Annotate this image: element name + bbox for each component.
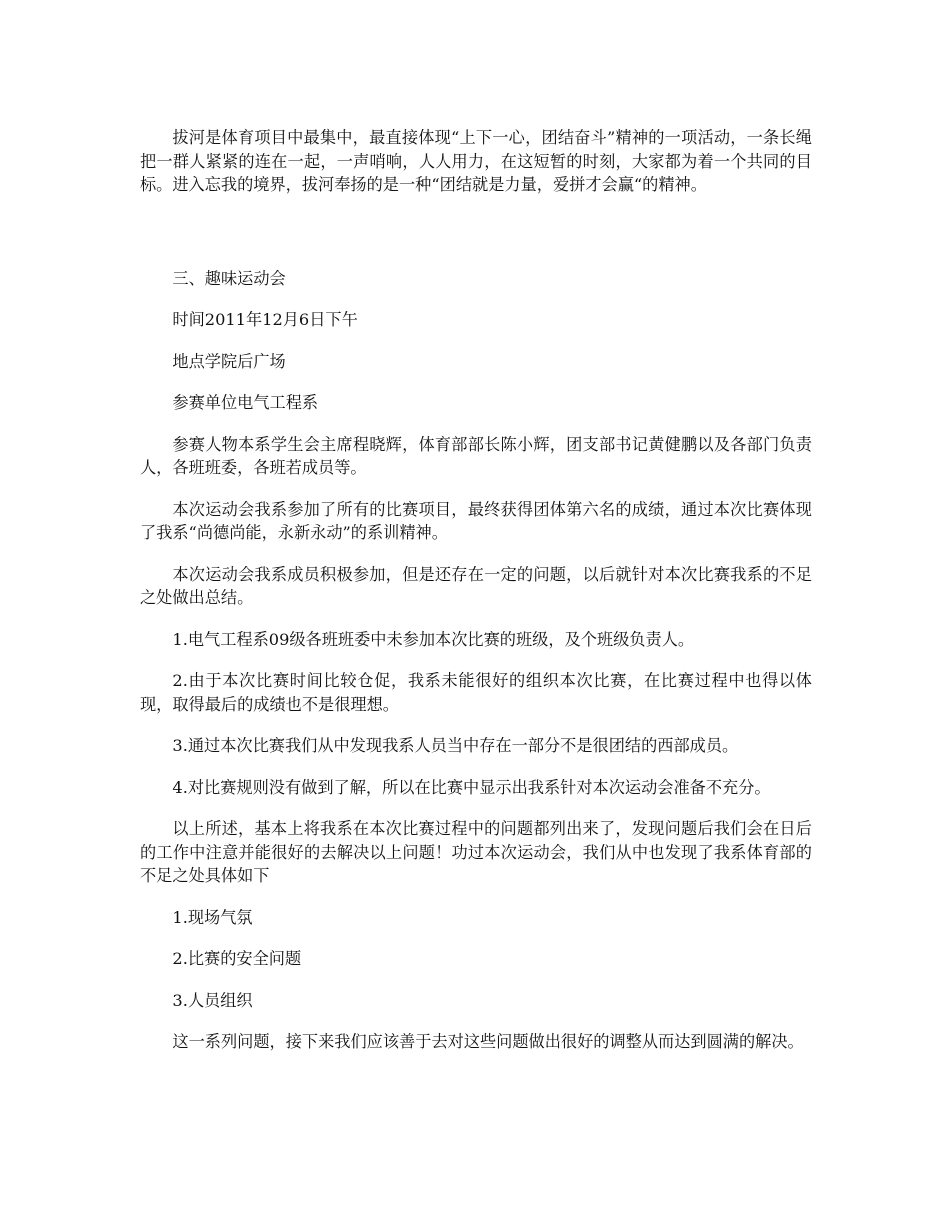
paragraph-spacer	[140, 758, 812, 776]
paragraph-spacer	[140, 480, 812, 498]
paragraph-summary: 以上所述，基本上将我系在本次比赛过程中的问题都列出来了，发现问题后我们会在日后的工作中注意并能很好的去解决以上问题！功过本次运动会，我们从中也发现了我系体育部的不足之处具体如下	[140, 819, 812, 885]
list-item-problem-4: 4.对比赛规则没有做到了解，所以在比赛中显示出我系针对本次运动会准备不充分。	[172, 777, 771, 797]
paragraph-spacer	[140, 651, 812, 669]
list-item-shortcoming-3: 3.人员组织	[172, 990, 253, 1010]
paragraph-spacer	[140, 545, 812, 563]
section-spacer	[140, 197, 812, 267]
paragraph-spacer	[140, 290, 812, 308]
paragraph-spacer	[140, 373, 812, 391]
list-item-shortcoming-1: 1.现场气氛	[172, 907, 253, 927]
paragraph-result: 本次运动会我系参加了所有的比赛项目，最终获得团体第六名的成绩，通过本次比赛体现了我系“尚德尚能，永新永动”的系训精神。	[140, 499, 812, 542]
paragraph-spacer	[140, 929, 812, 947]
paragraph-conclusion: 这一系列问题，接下来我们应该善于去对这些问题做出很好的调整从而达到圆满的解决。	[172, 1032, 804, 1051]
paragraph-spacer	[140, 332, 812, 350]
paragraph-spacer	[140, 799, 812, 817]
paragraph-tug-of-war: 拔河是体育项目中最集中，最直接体现“上下一心，团结奋斗”精神的一项活动，一条长绳把一群人紧紧的连在一起，一声哨响，人人用力，在这短暂的时刻，大家都为着一个共同的目标。进入忘我的境界，拔河奉扬的是一种“团结就是力量，爱拼才会赢“的精神。	[140, 128, 812, 194]
paragraph-location: 地点学院后广场	[172, 351, 286, 371]
list-item-problem-3: 3.通过本次比赛我们从中发现我系人员当中存在一部分不是很团结的西部成员。	[172, 736, 739, 755]
paragraph-unit: 参赛单位电气工程系	[172, 393, 319, 412]
list-item-problem-2: 2.由于本次比赛时间比较仓促，我系未能很好的组织本次比赛，在比赛过程中也得以体现，取得最后的成绩也不是很理想。	[140, 671, 812, 714]
paragraph-spacer	[140, 610, 812, 628]
paragraph-time: 时间2011年12月6日下午	[172, 310, 358, 329]
document-body	[140, 126, 812, 1054]
paragraph-spacer	[140, 716, 812, 734]
paragraph-spacer	[140, 1012, 812, 1030]
section-heading-fun-games: 三、趣味运动会	[172, 268, 286, 288]
paragraph-participants: 参赛人物本系学生会主席程晓辉，体育部部长陈小辉，团支部书记黄健鹏以及各部门负责人，各班班委，各班若成员等。	[140, 434, 812, 477]
paragraph-spacer	[140, 888, 812, 906]
paragraph-spacer	[140, 971, 812, 989]
list-item-shortcoming-2: 2.比赛的安全问题	[172, 949, 302, 968]
paragraph-spacer	[140, 415, 812, 433]
list-item-problem-1: 1.电气工程系09级各班班委中未参加本次比赛的班级，及个班级负责人。	[172, 629, 695, 649]
paragraph-problems-intro: 本次运动会我系成员积极参加，但是还存在一定的问题，以后就针对本次比赛我系的不足之处做出总结。	[140, 564, 812, 607]
